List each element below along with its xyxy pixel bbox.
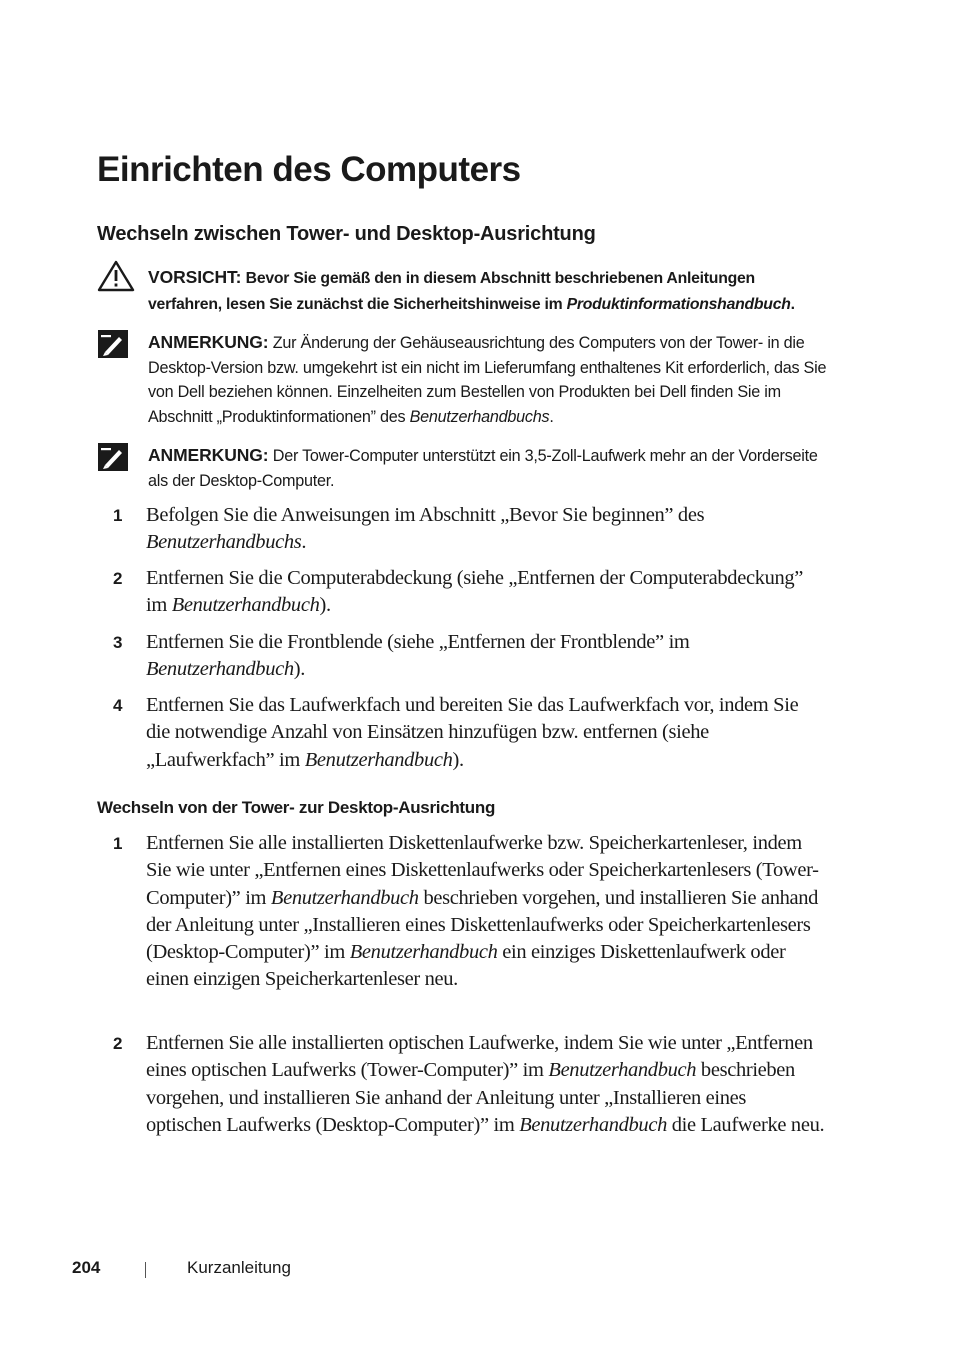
page-number: 204: [72, 1258, 101, 1277]
step-text: Entfernen Sie die Frontblende (siehe „Entfernen der Frontblende” im Benutzerhandbuch).: [146, 631, 690, 681]
step-text: Entfernen Sie alle installierten optischen Laufwerke, indem Sie wie unter „Entfernen eines optischen Laufwerks (Tower-Computer)” im Benutzerhandbuch beschrieben vorgehen, und installieren Sie anhand der Anleitung unter „Installieren eines optischen Laufwerks (Desktop-Computer)” im Benutzerhandbuch die Laufwerke neu.: [146, 1032, 825, 1136]
step-text: Entfernen Sie alle installierten Diskettenlaufwerke bzw. Speicherkartenleser, indem Sie wie unter „Entfernen eines Diskettenlaufwerks oder Speicherkartenlesers (Tower-Computer)” im Benutzerhandbuch beschrieben vorgehen, und installieren Sie anhand der Anleitung unter „Installieren eines Diskettenlaufwerks oder Speicherkartenlesers (Desktop-Computer)” im Benutzerhandbuch ein einziges Diskettenlaufwerk oder einen einzigen Speicherkartenleser neu.: [146, 832, 819, 991]
step-number: 2: [113, 569, 123, 588]
step-number: 4: [113, 696, 123, 715]
subsection-heading: Wechseln von der Tower- zur Desktop-Ausrichtung: [97, 798, 496, 817]
page-footer: [72, 1258, 472, 1282]
pencil-note-icon: [97, 442, 129, 477]
warning-triangle-icon: [97, 260, 135, 297]
caution-text: Bevor Sie gemäß den in diesem Abschnitt beschriebenen Anleitungen verfahren, lesen Sie zunächst die Sicherheitshinweise im: [148, 270, 755, 313]
note-emphasis: Benutzerhandbuchs: [409, 407, 550, 426]
note-text: Der Tower-Computer unterstützt ein 3,5-Zoll-Laufwerk mehr an der Vorderseite als der Desktop-Computer.: [148, 447, 818, 490]
caution-emphasis: Produktinformationshandbuch: [566, 295, 791, 313]
note-label: ANMERKUNG:: [148, 332, 269, 352]
step-text: Entfernen Sie das Laufwerkfach und bereiten Sie das Laufwerkfach vor, indem Sie die notwendige Anzahl von Einsätzen hinzufügen bzw. entfernen (siehe „Laufwerkfach” im Benutzerhandbuch).: [146, 694, 799, 771]
step-number: 1: [113, 834, 123, 853]
step-text: Entfernen Sie die Computerabdeckung (siehe „Entfernen der Computerabdeckung” im Benutzerhandbuch).: [146, 567, 804, 617]
footer-section: Kurzanleitung: [187, 1258, 291, 1277]
step-number: 3: [113, 633, 123, 652]
caution-label: VORSICHT:: [148, 267, 242, 287]
note-label: ANMERKUNG:: [148, 445, 269, 465]
pencil-note-icon: [97, 329, 129, 364]
step-text: Befolgen Sie die Anweisungen im Abschnitt „Bevor Sie beginnen” des Benutzerhandbuchs.: [146, 504, 705, 554]
note-text: Zur Änderung der Gehäuseausrichtung des Computers von der Tower- in die Desktop-Version bzw. umgekehrt ist ein nicht im Lieferumfang enthaltenes Kit erforderlich, das Sie von Dell beziehen können. Einzelheiten zum Bestellen von Produkten bei Dell finden Sie im Abschnitt „Produktinformationen” des: [148, 334, 827, 426]
section-heading: Wechseln zwischen Tower- und Desktop-Ausrichtung: [97, 223, 596, 245]
step-number: 2: [113, 1034, 123, 1053]
step-number: 1: [113, 506, 123, 525]
page-title: Einrichten des Computers: [97, 150, 521, 189]
footer-divider: [145, 1262, 146, 1278]
